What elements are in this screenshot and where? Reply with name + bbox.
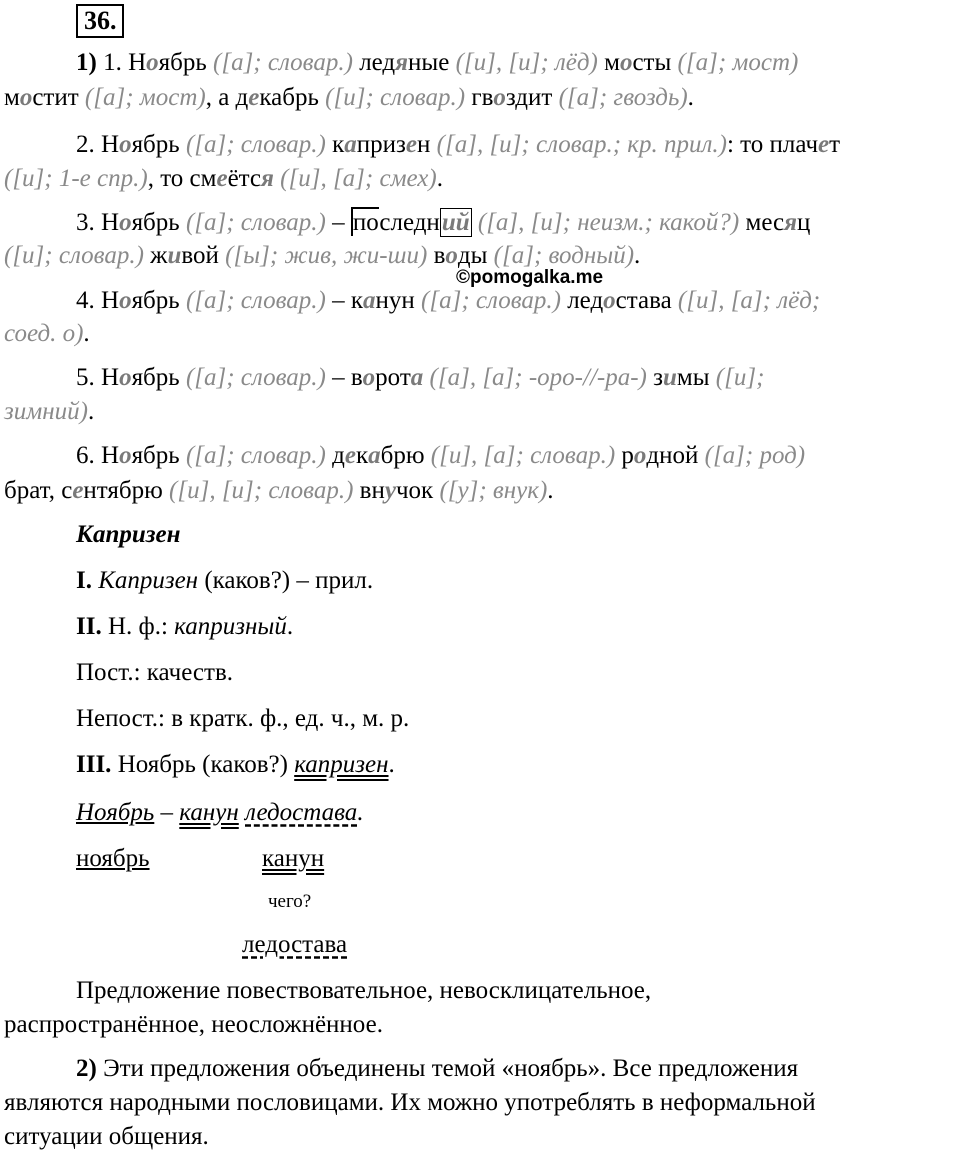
vowel: у: [384, 477, 396, 504]
prefix-mark: по: [352, 209, 380, 236]
predicate-word: канун: [179, 799, 239, 826]
comment: ([а]; род): [698, 442, 806, 469]
text: 1. Н: [103, 49, 147, 76]
part-2-line-1: [76, 1051, 798, 1086]
text: –: [332, 209, 351, 236]
watermark: ©pomogalka.me: [456, 267, 604, 288]
vowel: е: [216, 165, 228, 192]
vowel: е: [344, 442, 356, 469]
vowel: о: [362, 364, 376, 391]
text: рот: [375, 364, 411, 391]
vowel: а: [368, 442, 381, 469]
comment: ([а]; словар.): [179, 131, 333, 158]
analysis-heading: Капризен: [76, 521, 181, 548]
comment: ([а], [и]; словар.; кр. прил.): [430, 131, 727, 158]
conclusion-line-2: распространённое, неосложнённое.: [4, 1011, 383, 1038]
comment: ([и]; 1-е спр.): [4, 165, 148, 192]
comment: ([а]; словар.): [414, 287, 568, 314]
text: 5. Н: [76, 364, 120, 391]
text: 2. Н: [76, 131, 120, 158]
text: в: [433, 242, 446, 269]
conclusion-line-1: Предложение повествовательное, невосклицательное,: [76, 977, 652, 1004]
text: 6. Н: [76, 442, 120, 469]
comment: соед. о): [4, 320, 84, 347]
text: к: [355, 442, 369, 469]
text: , то см: [147, 165, 217, 192]
text: ябрь: [131, 287, 180, 314]
vowel: о: [119, 131, 132, 158]
analysis-ii: [76, 609, 293, 644]
vowel: о: [19, 84, 33, 111]
text: стит: [32, 84, 79, 111]
text: мес: [745, 209, 785, 236]
text: брю: [380, 442, 425, 469]
predicate-word: капризен: [294, 751, 389, 778]
text: лед: [567, 287, 604, 314]
line-9: [76, 360, 764, 395]
comment: ([а]; словар.): [179, 287, 333, 314]
ending-box: ий: [441, 209, 470, 236]
task-number: 36.: [84, 6, 117, 35]
vowel: о: [493, 84, 506, 111]
text: т: [829, 131, 841, 158]
text: р: [621, 442, 634, 469]
comment: ([а]; словар.): [179, 364, 333, 391]
text: д: [332, 442, 345, 469]
vowel: я: [261, 165, 274, 192]
comment: ([и]; словар.): [318, 84, 472, 111]
line-5: [76, 205, 810, 240]
text: 4. Н: [76, 287, 120, 314]
text: з: [653, 364, 664, 391]
vowel: о: [633, 442, 647, 469]
comment: ([а]; словар.): [179, 442, 333, 469]
vowel: о: [119, 442, 132, 469]
text: кабрь: [259, 84, 319, 111]
text: ные: [408, 49, 450, 76]
scheme-predicate: канун: [262, 845, 325, 872]
text: .: [388, 751, 395, 778]
text: сты: [632, 49, 672, 76]
line-1: [76, 45, 798, 80]
analysis-nepost: Непост.: в кратк. ф., ед. ч., м. р.: [76, 705, 410, 732]
text: дной: [646, 442, 699, 469]
sentence: [76, 795, 364, 830]
comment: ([а]; словар.): [179, 209, 333, 236]
text: вн: [359, 477, 385, 504]
analysis-post: Пост.: качеств.: [76, 659, 233, 686]
text: м: [604, 49, 620, 76]
scheme-question: чего?: [268, 891, 312, 912]
text: ды: [457, 242, 488, 269]
vowel: о: [445, 242, 458, 269]
line-3: [76, 127, 840, 162]
text: ябрь: [131, 364, 180, 391]
scheme-object: ледостава: [242, 931, 348, 958]
vowel: о: [119, 364, 132, 391]
text: ябрь: [131, 209, 180, 236]
part-2-line-2: являются народными пословицами. Их можно употреблять в неформальной: [4, 1089, 816, 1116]
comment: ([ы]; жив, жи-ши): [218, 242, 434, 269]
task-number-box: [76, 4, 124, 38]
text: следн: [379, 209, 440, 236]
text: ябрь: [131, 442, 180, 469]
vowel: и: [167, 242, 182, 269]
text: нтябрю: [83, 477, 163, 504]
text: .: [634, 242, 641, 269]
text: .: [357, 799, 364, 826]
vowel: а: [344, 131, 357, 158]
vowel: и: [663, 364, 677, 391]
text: –: [154, 799, 180, 826]
vowel: о: [603, 287, 616, 314]
comment: ([а], [и]; неизм.; какой?): [471, 209, 746, 236]
vowel: о: [119, 209, 132, 236]
comment: ([а]; словар.): [206, 49, 360, 76]
vowel: о: [619, 49, 633, 76]
word: капризный: [174, 613, 287, 640]
text: Эти предложения объединены темой «ноябрь». Все предложения: [96, 1055, 799, 1082]
text: ётс: [227, 165, 262, 192]
text: .: [547, 477, 554, 504]
comment: ([а]; мост): [78, 84, 206, 111]
text: ц: [797, 209, 811, 236]
text: : то плач: [726, 131, 819, 158]
vowel: о: [146, 49, 159, 76]
part-2-line-3: ситуации общения.: [4, 1123, 209, 1150]
text: здит: [505, 84, 553, 111]
text: вой: [181, 242, 219, 269]
text: чок: [395, 477, 434, 504]
text: става: [615, 287, 672, 314]
comment: ([у]; внук): [433, 477, 548, 504]
comment: ([и], [а]; лёд;: [671, 287, 821, 314]
text: м: [4, 84, 20, 111]
comment: зимний): [4, 398, 88, 425]
vowel: е: [248, 84, 260, 111]
text: к: [332, 131, 345, 158]
text: ж: [150, 242, 168, 269]
line-4: [4, 161, 443, 196]
scheme-subject: ноябрь: [76, 845, 150, 872]
line-12: [4, 473, 554, 508]
text: 3. Н: [76, 209, 120, 236]
roman-label: I.: [76, 567, 92, 594]
vowel: е: [818, 131, 830, 158]
vowel: а: [410, 364, 424, 391]
text: приз: [356, 131, 406, 158]
text: лед: [359, 49, 396, 76]
text: – к: [332, 287, 364, 314]
text: н: [417, 131, 431, 158]
vowel: е: [405, 131, 418, 158]
object-word: ледостава: [245, 799, 358, 826]
text: .: [286, 613, 294, 640]
part-2-marker: 2): [76, 1055, 97, 1082]
comment: ([и], [и]; лёд): [449, 49, 605, 76]
comment: ([и], [а]; словар.): [424, 442, 622, 469]
roman-label: III.: [76, 751, 112, 778]
subject-word: Ноябрь: [76, 799, 155, 826]
text: ябрь: [158, 49, 207, 76]
text: нун: [375, 287, 415, 314]
text: , а д: [205, 84, 249, 111]
comment: ([а]; мост): [671, 49, 799, 76]
text: .: [687, 84, 694, 111]
text: Ноябрь (каков?): [111, 751, 295, 778]
vowel: е: [72, 477, 84, 504]
vowel: о: [119, 287, 132, 314]
analysis-i: [76, 563, 373, 598]
comment: ([а], [а]; -оро-//-ра-): [423, 364, 654, 391]
word: Капризен: [98, 567, 199, 594]
line-2: [4, 80, 694, 115]
vowel: я: [395, 49, 409, 76]
roman-label: II.: [76, 613, 102, 640]
part-1-marker: 1): [76, 49, 97, 76]
line-8: [4, 316, 90, 351]
comment: ([а]; водный): [487, 242, 635, 269]
analysis-iii: [76, 747, 395, 782]
text: гв: [471, 84, 494, 111]
text: .: [436, 165, 443, 192]
line-11: [76, 438, 805, 473]
text: .: [83, 320, 90, 347]
text: мы: [676, 364, 710, 391]
comment: ([а]; гвоздь): [552, 84, 688, 111]
vowel: а: [363, 287, 376, 314]
line-7: [76, 283, 820, 318]
comment: ([и], [а]; смех): [273, 165, 437, 192]
text: ябрь: [131, 131, 180, 158]
text: (каков?) – прил.: [198, 567, 374, 594]
text: Н. ф.:: [101, 613, 175, 640]
text: – в: [332, 364, 363, 391]
line-10: [4, 394, 94, 429]
text: брат, с: [4, 477, 73, 504]
text: .: [87, 398, 95, 425]
vowel: я: [784, 209, 798, 236]
comment: ([и];: [709, 364, 765, 391]
comment: ([и], [и]; словар.): [162, 477, 360, 504]
comment: ([и]; словар.): [4, 242, 151, 269]
